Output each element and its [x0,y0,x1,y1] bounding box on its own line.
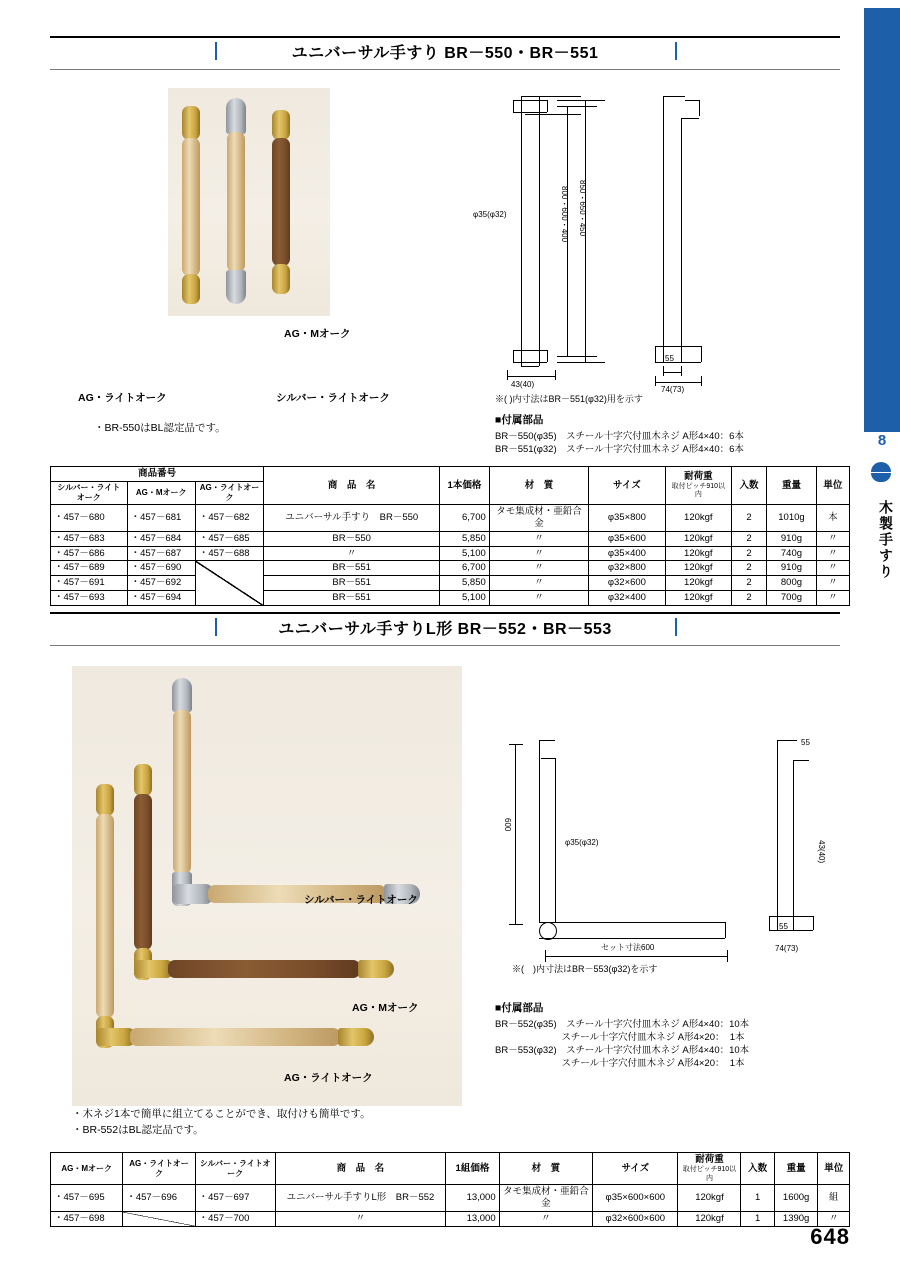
side-tab-blue-bar [864,8,900,432]
cell-qty: 2 [731,504,766,531]
section2-header [50,612,850,646]
cell2-size: φ35×600×600 [593,1185,678,1212]
section2-rule-top [50,612,840,614]
cell2-unit: 〃 [818,1212,850,1227]
section1-header [50,36,850,70]
cell-qty: 2 [731,576,766,591]
table-row [51,531,850,546]
cell-unit: 〃 [816,576,849,591]
rail-ag-m-oak [272,110,290,294]
cell-weight: 800g [767,576,817,591]
photo2-note-1: ・木ネジ1本で簡単に組立てることができ、取付けも簡単です。 [72,1108,371,1120]
dim-length-1: 800・600・400 [560,186,569,243]
section2-parts-title: ■付属部品 [495,1002,544,1014]
cell-code-3: ・457－688 [195,546,263,561]
cell-name: ユニバーサル手すり BR－550 [264,504,440,531]
page-number: 648 [810,1224,850,1249]
section1-title: ユニバーサル手すり BR－550・BR－551 [291,45,599,62]
dim-diameter: φ35(φ32) [473,210,507,219]
table-row [51,1212,850,1227]
cell-load: 120kgf [665,576,731,591]
cell-name: BR－551 [264,561,440,576]
cell2-price: 13,000 [446,1212,499,1227]
cell2-load: 120kgf [678,1185,741,1212]
cell-size: φ35×400 [589,546,666,561]
cell-price: 5,850 [440,576,490,591]
th2-material: 材 質 [499,1153,593,1185]
dim2-side-3: 74(73) [775,944,799,953]
section1-drawing [473,88,805,394]
cell-unit: 〃 [816,591,849,606]
cell-code-1: ・457－691 [51,576,128,591]
cell-code-1: ・457－693 [51,591,128,606]
cell2-code-1: ・457－698 [51,1212,123,1227]
cell-load: 120kgf [665,531,731,546]
th-code-silver: シルバー・ライトオーク [51,481,128,504]
dim-base: 43(40) [511,380,535,389]
cell-qty: 2 [731,561,766,576]
cell-name: 〃 [264,546,440,561]
cell-code-2: ・457－692 [127,576,195,591]
side-tab [858,0,900,1272]
section1-product-photo [168,88,330,316]
cell-price: 6,700 [440,561,490,576]
section1-spec-table [50,466,850,606]
cell2-qty: 1 [741,1185,774,1212]
th2-price: 1組価格 [446,1153,499,1185]
cell-code-2: ・457－690 [127,561,195,576]
th-qty: 入数 [731,467,766,505]
cell-price: 5,100 [440,591,490,606]
cell-code-3: ・457－682 [195,504,263,531]
th2-qty: 入数 [741,1153,774,1185]
handrail-icon [871,462,891,482]
cell2-code-3: ・457－697 [195,1185,275,1212]
th2-size: サイズ [593,1153,678,1185]
cell-qty: 2 [731,546,766,561]
section2-title: ユニバーサル手すりL形 BR－552・BR－553 [278,621,612,638]
cell-qty: 2 [731,591,766,606]
cell-weight: 740g [767,546,817,561]
section2-drawing [495,730,825,970]
cell-size: φ35×600 [589,531,666,546]
cell-name: BR－551 [264,591,440,606]
cell-qty: 2 [731,531,766,546]
cell-load: 120kgf [665,561,731,576]
table-header-row-group [51,467,850,482]
photo2-caption-2: AG・Mオーク [352,1002,419,1014]
section2-product-photo [72,666,462,1106]
th-weight: 重量 [767,467,817,505]
table-row [51,1185,850,1212]
cell-weight: 1010g [767,504,817,531]
table-row [51,504,850,531]
cell2-code-3: ・457－700 [195,1212,275,1227]
cell2-material: 〃 [499,1212,593,1227]
cell-size: φ35×800 [589,504,666,531]
th-code-agm: AG・Mオーク [127,481,195,504]
section2-parts-line-2: スチール十字穴付皿木ネジ A形4×20： 1本 [495,1032,745,1043]
dim-length-2: 850・650・450 [578,180,587,237]
cell-material: タモ集成材・亜鉛合金 [489,504,588,531]
th2-name: 商 品 名 [275,1153,446,1185]
side-tab-label: 木製手すり [878,500,894,580]
th-load [665,467,731,505]
dim2-side-2: 55 [779,922,788,931]
section1-drawing-note: ※( )内寸法はBR－551(φ32)用を示す [495,394,643,404]
section2-rule-bottom [50,645,840,646]
cell-code-3-empty [195,561,263,606]
cell2-code-2-empty [123,1212,195,1227]
cell2-code-2: ・457－696 [123,1185,195,1212]
section1-parts-title: ■付属部品 [495,414,544,426]
cell-unit: 〃 [816,561,849,576]
cell-price: 5,100 [440,546,490,561]
dim-side-1: 55 [665,354,674,363]
th2-load [678,1153,741,1185]
section1-parts-line-1: BR－550(φ35) スチール十字穴付皿木ネジ A形4×40：6本 [495,431,744,442]
th2-load-sub: 取付ピッチ910以内 [682,1165,737,1182]
dim2-top: 55 [801,738,810,747]
th-price: 1本価格 [440,467,490,505]
cell-code-2: ・457－694 [127,591,195,606]
th-size: サイズ [589,467,666,505]
cell-material: 〃 [489,546,588,561]
th-name: 商 品 名 [264,467,440,505]
cell2-qty: 1 [741,1212,774,1227]
cell-weight: 700g [767,591,817,606]
photo2-caption-3: AG・ライトオーク [284,1072,373,1084]
th2-unit: 単位 [818,1153,850,1185]
th2-code-agm: AG・Mオーク [51,1153,123,1185]
cell-code-1: ・457－689 [51,561,128,576]
cell-material: 〃 [489,531,588,546]
table-row [51,576,850,591]
section2-spec-table [50,1152,850,1227]
photo2-caption-1: シルバー・ライトオーク [304,894,418,906]
cell-code-2: ・457－684 [127,531,195,546]
cell2-size: φ32×600×600 [593,1212,678,1227]
th-group-code: 商品番号 [51,467,264,482]
cell-unit: 本 [816,504,849,531]
dim-side-2: 74(73) [661,385,685,394]
cell-price: 5,850 [440,531,490,546]
cell2-weight: 1600g [774,1185,818,1212]
th-material: 材 質 [489,467,588,505]
dim2-set: セット寸法600 [601,943,655,952]
cell-size: φ32×600 [589,576,666,591]
table2-header-row [51,1153,850,1185]
cell-material: 〃 [489,561,588,576]
photo-caption-1: AG・Mオーク [284,328,351,340]
th-load-main: 耐荷重 [684,470,713,482]
table-row [51,561,850,576]
cell-code-2: ・457－681 [127,504,195,531]
dim2-side-1: 43(40) [817,840,826,864]
cell-code-1: ・457－680 [51,504,128,531]
table-row [51,591,850,606]
dim2-vertical: 600 [503,818,512,832]
cell-material: 〃 [489,576,588,591]
section2-parts-line-3: BR－553(φ32) スチール十字穴付皿木ネジ A形4×40：10本 [495,1045,750,1056]
section2-parts-line-4: スチール十字穴付皿木ネジ A形4×20： 1本 [495,1058,745,1069]
cell-code-2: ・457－687 [127,546,195,561]
cell-code-1: ・457－683 [51,531,128,546]
cell-code-3: ・457－685 [195,531,263,546]
th-code-agl: AG・ライトオーク [195,481,263,504]
cell-name: BR－551 [264,576,440,591]
cell-unit: 〃 [816,531,849,546]
th2-code-agl: AG・ライトオーク [123,1153,195,1185]
cell-size: φ32×400 [589,591,666,606]
cell-material: 〃 [489,591,588,606]
table-row [51,546,850,561]
rail-ag-light-oak [182,106,200,304]
cell2-weight: 1390g [774,1212,818,1227]
cell-code-1: ・457－686 [51,546,128,561]
cell-load: 120kgf [665,546,731,561]
cell2-name: ユニバーサル手すりL形 BR－552 [275,1185,446,1212]
photo-note-1: ・BR-550はBL認定品です。 [94,422,226,434]
th2-code-silver: シルバー・ライトオーク [195,1153,275,1185]
cell2-code-1: ・457－695 [51,1185,123,1212]
cell-weight: 910g [767,561,817,576]
cell-load: 120kgf [665,591,731,606]
section1-parts-line-2: BR－551(φ32) スチール十字穴付皿木ネジ A形4×40：6本 [495,444,744,455]
cell-load: 120kgf [665,504,731,531]
section1-rule-bottom [50,69,840,70]
cell2-load: 120kgf [678,1212,741,1227]
cell-name: BR－550 [264,531,440,546]
section1-rule-top [50,36,840,38]
cell2-unit: 組 [818,1185,850,1212]
cell-unit: 〃 [816,546,849,561]
photo2-note-2: ・BR-552はBL認定品です。 [72,1124,204,1136]
cell-weight: 910g [767,531,817,546]
cell2-name: 〃 [275,1212,446,1227]
side-tab-number: 8 [877,432,887,449]
th-load-sub: 取付ピッチ910以内 [671,482,726,499]
th-unit: 単位 [816,467,849,505]
th2-load-main: 耐荷重 [695,1154,724,1165]
rail-silver-light-oak [226,98,246,304]
th2-weight: 重量 [774,1153,818,1185]
cell2-material: タモ集成材・亜鉛合金 [499,1185,593,1212]
photo-caption-3: シルバー・ライトオーク [276,392,390,404]
dim2-diameter: φ35(φ32) [565,838,599,847]
section2-parts-line-1: BR－552(φ35) スチール十字穴付皿木ネジ A形4×40：10本 [495,1019,750,1030]
section2-drawing-note: ※( )内寸法はBR－553(φ32)を示す [512,964,658,974]
cell2-price: 13,000 [446,1185,499,1212]
cell-size: φ32×800 [589,561,666,576]
cell-price: 6,700 [440,504,490,531]
photo-caption-2: AG・ライトオーク [78,392,167,404]
